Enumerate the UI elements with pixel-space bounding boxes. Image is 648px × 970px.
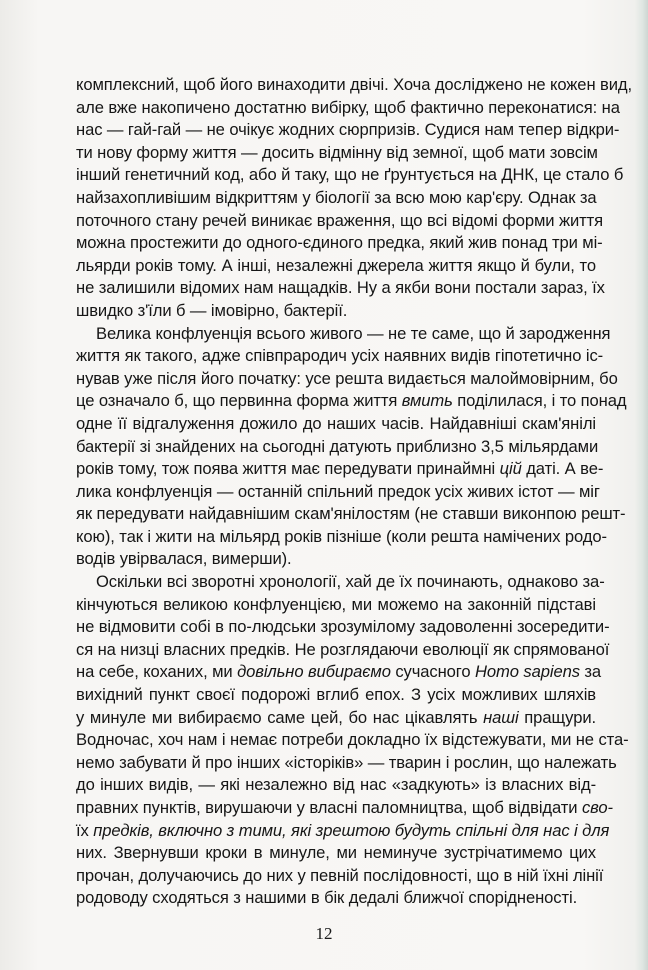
text-line: але вже накопичено достатню вибірку, щоб фактично переконатися: на <box>76 97 620 117</box>
text-line: них. Звернувши кроки в минуле, ми неминуче зустрічатимемо цих <box>76 843 596 863</box>
paragraph <box>76 323 627 572</box>
text-line: прочан, долучаючись до них у певній послідовності, що в ній їхні лінії <box>76 865 604 885</box>
text-line: поточного стану речей виникає враження, що всі відомі форми життя <box>76 210 604 230</box>
text-line: кою), так і жити на мільярд років пізніше (коли решта намічених родо- <box>76 526 607 546</box>
text-line: їх предків, включно з тими, які зрештою будуть спільні для нас і для <box>76 820 610 840</box>
text-line: правних пунктів, вирушаючи у власні паломництва, щоб відвідати сво- <box>76 798 613 817</box>
text-line: Велика конфлуенція всього живого — не те саме, що й зародження <box>96 323 611 343</box>
text-line: не залишили відомих нам нащадків. Ну а якби вони постали зараз, їх <box>76 278 605 298</box>
text-line: вихідний пункт своєї подорожі вглиб епох. З усіх можливих шляхів <box>76 685 596 705</box>
text-line: родоводу сходяться з нашими в бік дедалі ближчої спорідненості. <box>76 888 578 908</box>
body-text <box>76 74 632 910</box>
text-line: на себе, коханих, ми довільно вибираємо сучасного Homo sapiens за <box>76 662 602 682</box>
text-line: нував уже після його початку: усе решта видається малоймовірним, бо <box>76 368 618 388</box>
text-line: бактерії зі знайдених на сьогодні датують приблизно 3,5 мільярдами <box>76 436 599 456</box>
text-line: найзахопливішим відкриттям у біології за всю мою кар'єру. Однак за <box>76 187 597 207</box>
text-line: одне її відгалуження дожило до наших часів. Найдавніші скам'янілі <box>76 413 596 433</box>
text-line: життя як такого, адже співпрародич усіх наявних видів гіпотетично іс- <box>76 346 604 366</box>
text-line: не відмовити собі в по-людськи зрозумілому задоволенні зосередити- <box>76 617 610 637</box>
emphasis: наші <box>483 707 519 727</box>
text-line: кінчуються великою конфлуенцією, ми можемо на законній підставі <box>76 594 596 614</box>
text-line: як передувати найдавнішим скам'янілостям (не ставши виконпою решт- <box>76 504 626 524</box>
text-line: льярди років тому. А інші, незалежні джерела життя якщо й були, то <box>76 255 596 275</box>
emphasis: довільно вибираємо <box>237 662 391 682</box>
page-number: 12 <box>315 924 333 943</box>
text-line: Оскільки всі зворотні хронології, хай де їх починають, однаково за- <box>96 572 605 592</box>
text-line: можна простежити до одного-єдиного предка, який жив понад три мі- <box>76 233 603 253</box>
emphasis: сво- <box>581 798 613 817</box>
page-edge-shadow <box>634 0 648 970</box>
text-line: років тому, тож поява життя має передувати принаймні цій даті. А ве- <box>76 459 604 479</box>
text-line: ся на низці власних предків. Не розглядаючи еволюції як спрямованої <box>76 639 610 659</box>
text-line: швидко з'їли б — імовірно, бактерії. <box>76 300 348 320</box>
text-line: немо забувати й про інших «історіків» — тварин і рослин, що належать <box>76 752 617 772</box>
text-line: ти нову форму життя — досить відмінну від земної, щоб мати зовсім <box>76 142 598 162</box>
text-line: водів увірвалася, вимерши). <box>76 549 292 569</box>
text-line: до інших видів, — які незалежно від нас «задкують» із власних від- <box>76 775 596 795</box>
emphasis: предків, включно з тими, які зрештою будуть спільні для нас і для <box>88 820 610 840</box>
text-line: лика конфлуенція — останній спільний предок усіх живих істот — міг <box>76 481 600 501</box>
text-line: це означало б, що первинна форма життя вмить поділилася, і то понад <box>76 391 627 411</box>
emphasis: цій <box>499 459 522 479</box>
paragraph <box>76 571 629 910</box>
text-line: нас — гай-гай — не очікує жодних сюрпризів. Судися нам тепер відкри- <box>76 120 620 140</box>
text-line: інший генетичний код, або й таку, що не ґрунтується на ДНК, це стало б <box>76 165 624 185</box>
paragraph <box>76 74 632 323</box>
emphasis: Homo sapiens <box>475 662 580 682</box>
emphasis: вмить <box>401 391 453 411</box>
text-line: комплексний, щоб його винаходити двічі. Хоча досліджено не кожен вид, <box>76 75 632 94</box>
text-line: Водночас, хоч нам і немає потреби докладно їх відстежувати, ми не ста- <box>76 730 629 750</box>
text-line: у минуле ми вибираємо саме цей, бо нас цікавлять наші пращури. <box>76 707 597 727</box>
